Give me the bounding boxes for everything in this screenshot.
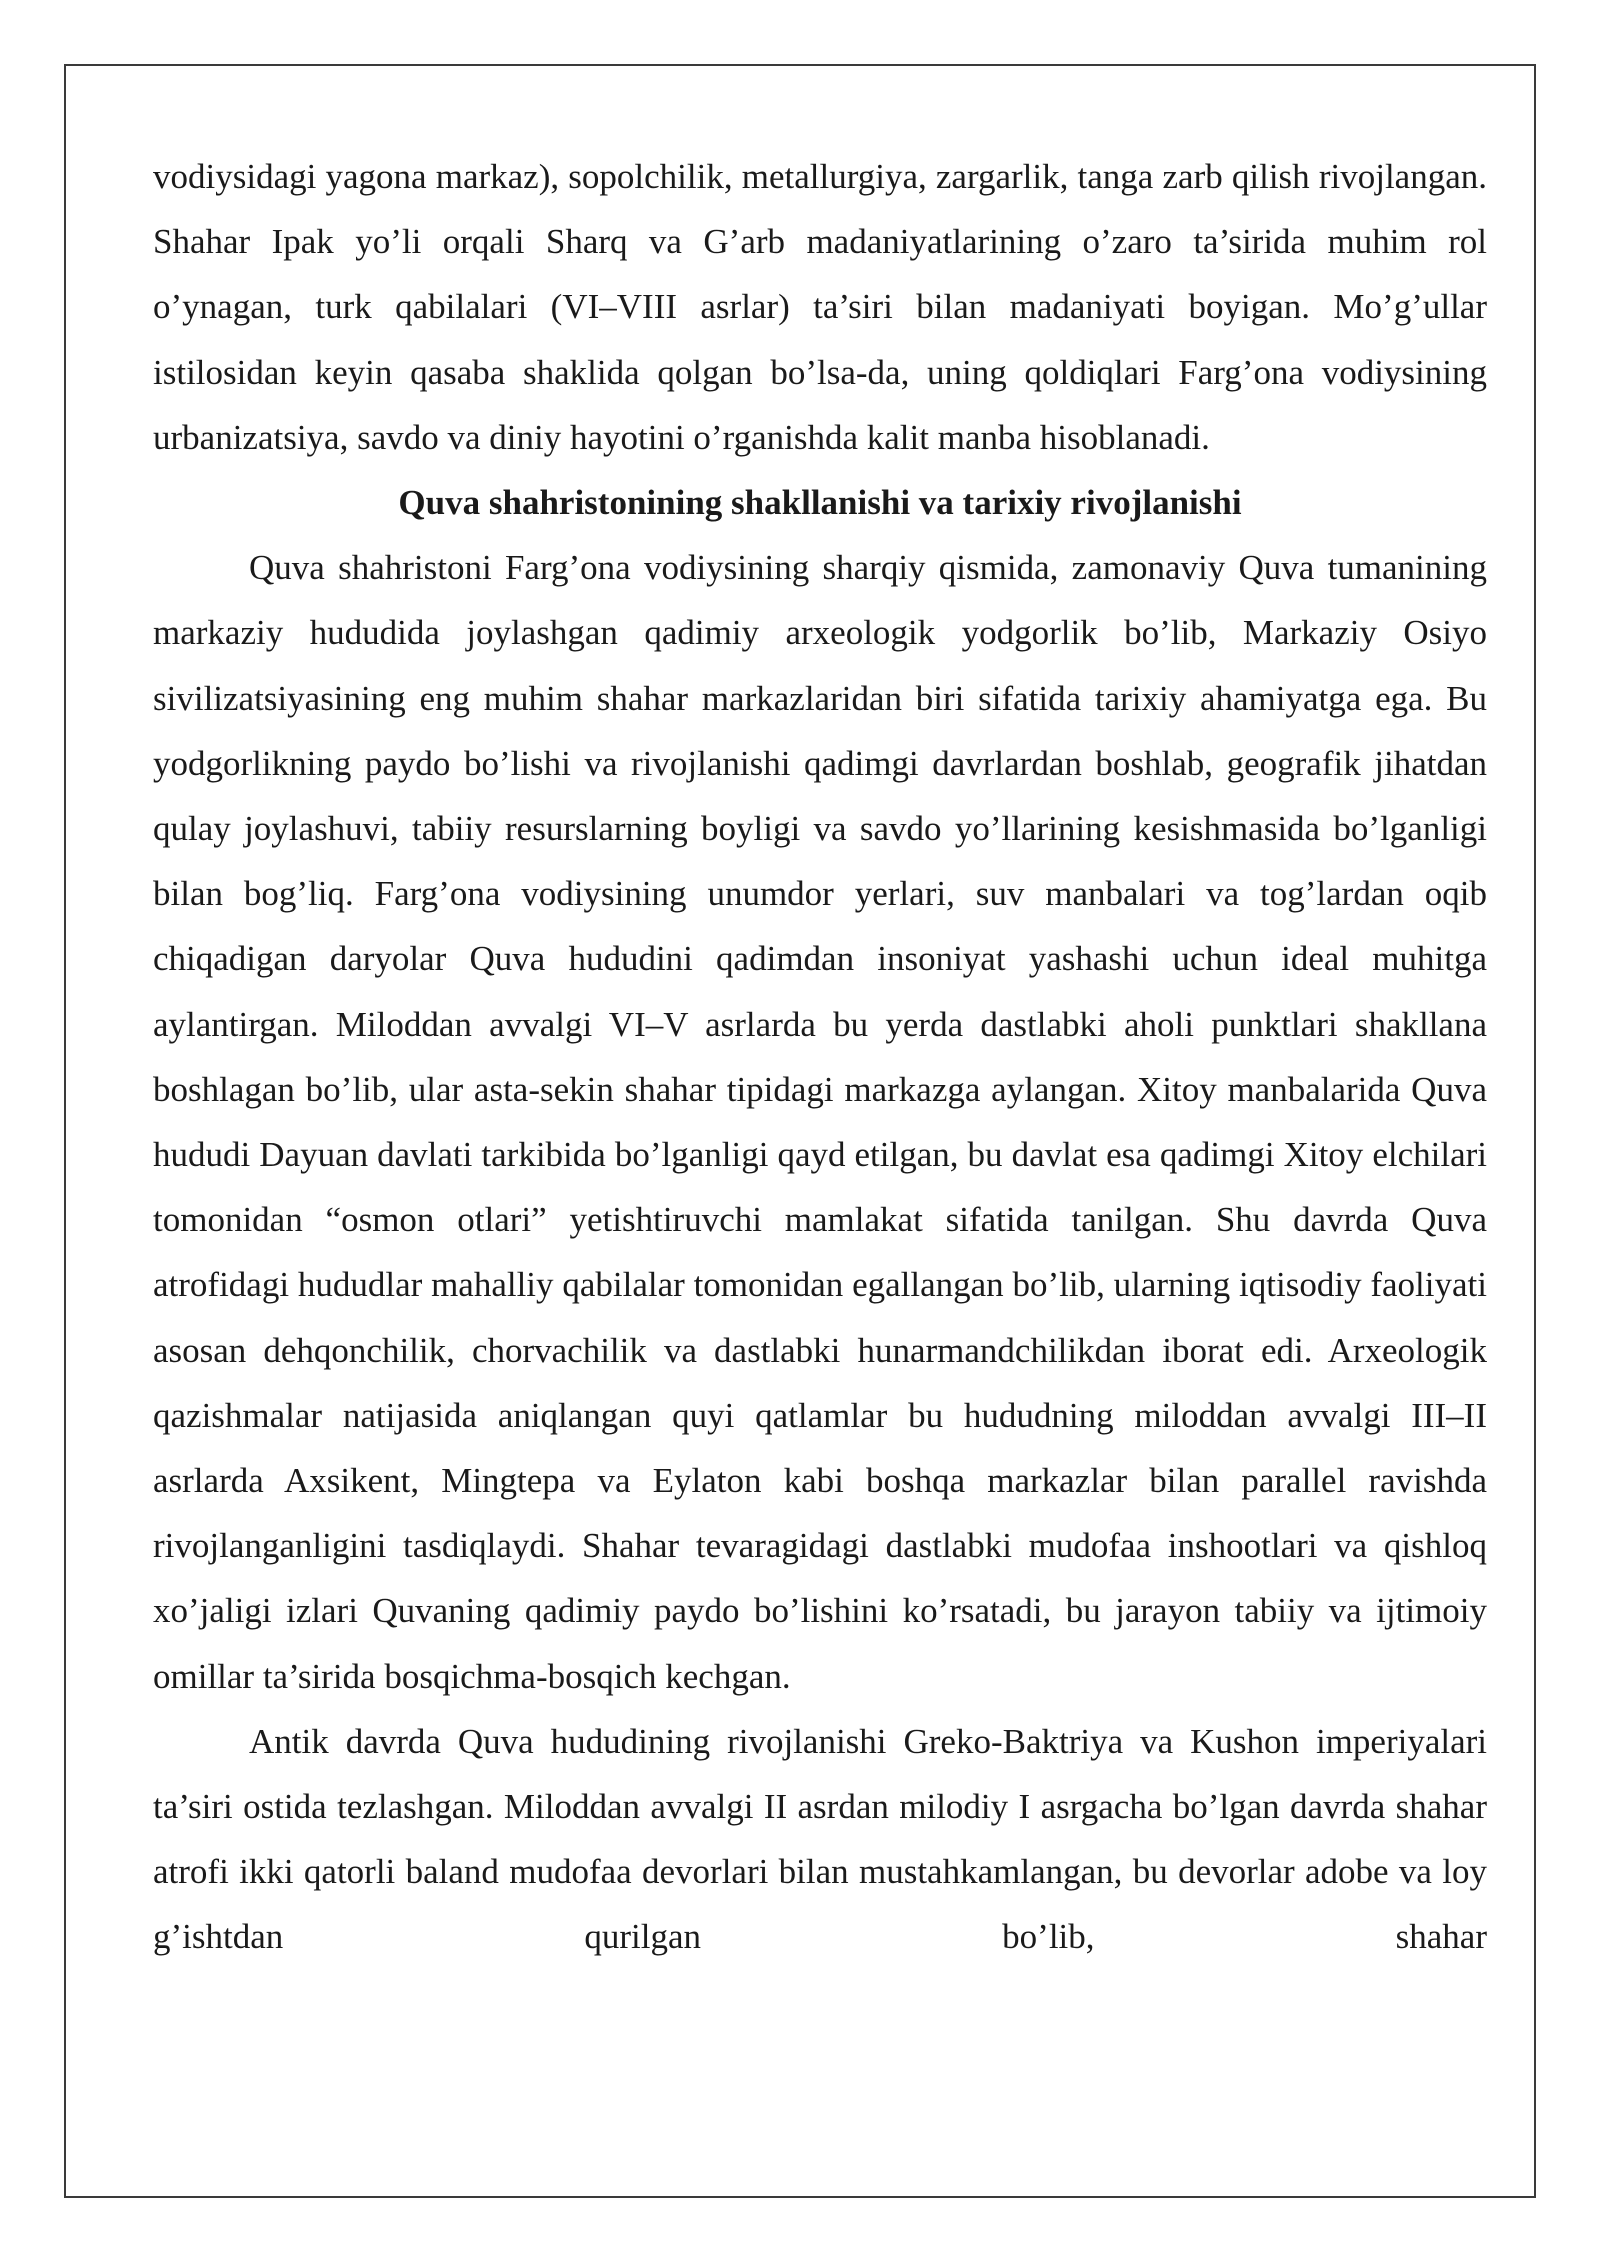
paragraph-2: Antik davrda Quva hududining rivojlanishi Greko-Baktriya va Kushon imperiyalari ta’siri ostida tezlashgan. Miloddan avvalgi II asrdan milodiy I asrgacha bo’lgan davrda shahar atrofi ikki qatorli baland mudofaa devorlari bilan mustahkamlangan, bu devorlar adobe va loy g’ishtdan qurilgan bo’lib, shahar [153,1721,1487,1957]
paragraph-continuation: vodiysidagi yagona markaz), sopolchilik, metallurgiya, zargarlik, tanga zarb qilish rivojlangan. Shahar Ipak yo’li orqali Sharq va G’arb madaniyatlarining o’zaro ta’sirida muhim rol o’ynagan, turk qabilalari (VI–VIII asrlar) ta’siri bilan madaniyati boyigan. Mo’g’ullar istilosidan keyin qasaba shaklida qolgan bo’lsa-da, uning qoldiqlari Farg’ona vodiysining urbanizatsiya, savdo va diniy hayotini o’rganishda kalit manba hisoblanadi. [153,157,1487,457]
paragraph-1: Quva shahristoni Farg’ona vodiysining sharqiy qismida, zamonaviy Quva tumanining markaziy hududida joylashgan qadimiy arxeologik yodgorlik bo’lib, Markaziy Osiyo sivilizatsiyasining eng muhim shahar markazlaridan biri sifatida tarixiy ahamiyatga ega. Bu yodgorlikning paydo bo’lishi va rivojlanishi qadimgi davrlardan boshlab, geografik jihatdan qulay joylashuvi, tabiiy resurslarning boyligi va savdo yo’llarining kesishmasida bo’lganligi bilan bog’liq. Farg’ona vodiysining unumdor yerlari, suv manbalari va tog’lardan oqib chiqadigan daryolar Quva hududini qadimdan insoniyat yashashi uchun ideal muhitga aylantirgan. Miloddan avvalgi VI–V asrlarda bu yerda dastlabki aholi punktlari shakllana boshlagan bo’lib, ular asta-sekin shahar tipidagi markazga aylangan. Xitoy manbalarida Quva hududi Dayuan davlati tarkibida bo’lganligi qayd etilgan, bu davlat esa qadimgi Xitoy elchilari tomonidan “osmon otlari” yetishtiruvchi mamlakat sifatida tanilgan. Shu davrda Quva atrofidagi hududlar mahalliy qabilalar tomonidan egallangan bo’lib, ularning iqtisodiy faoliyati asosan dehqonchilik, chorvachilik va dastlabki hunarmandchilikdan iborat edi. Arxeologik qazishmalar natijasida aniqlangan quyi qatlamlar bu hududning miloddan avvalgi III–II asrlarda Axsikent, Mingtepa va Eylaton kabi boshqa markazlar bilan parallel ravishda rivojlanganligini tasdiqlaydi. Shahar tevaragidagi dastlabki mudofaa inshootlari va qishloq xo’jaligi izlari Quvaning qadimiy paydo bo’lishini ko’rsatadi, bu jarayon tabiiy va ijtimoiy omillar ta’sirida bosqichma-bosqich kechgan. [153,548,1487,1696]
document-body [153,144,1487,1970]
section-heading: Quva shahristonining shakllanishi va tarixiy rivojlanishi [398,483,1242,523]
